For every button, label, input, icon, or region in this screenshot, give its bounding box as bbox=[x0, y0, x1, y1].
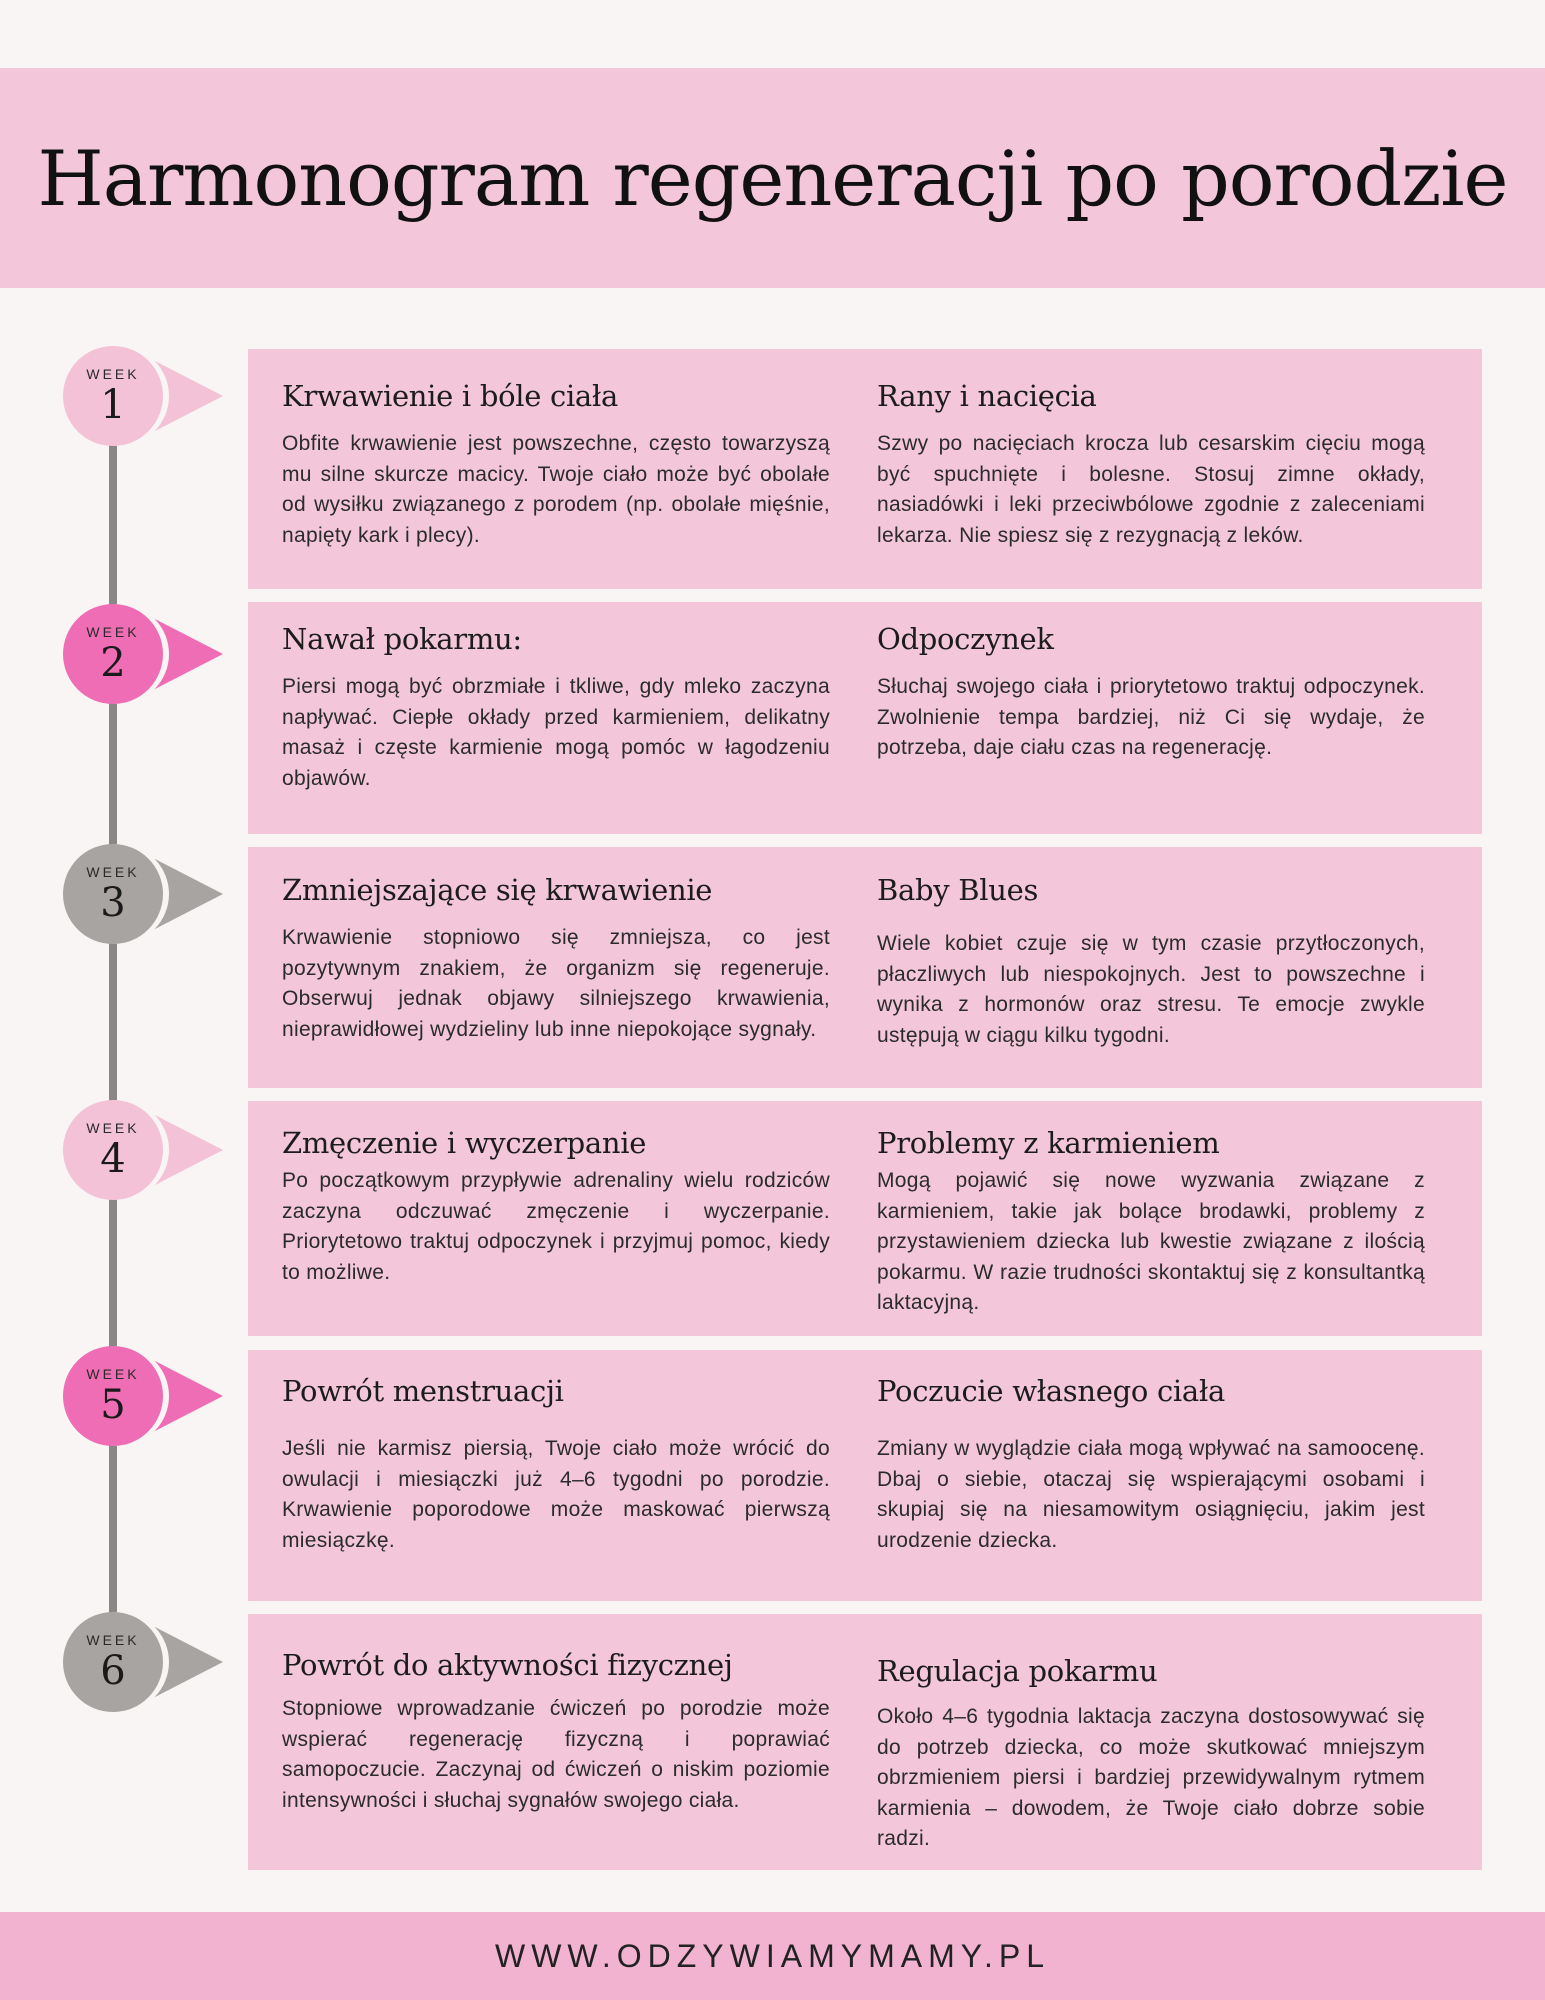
week-label: WEEK bbox=[86, 366, 140, 382]
section-heading: Nawał pokarmu: bbox=[282, 622, 522, 656]
week-number: 2 bbox=[100, 640, 126, 686]
card-left-column bbox=[248, 1614, 830, 1870]
card-left-column bbox=[248, 1101, 830, 1336]
week-card-3 bbox=[248, 847, 1482, 1088]
page-title: Harmonogram regeneracji po porodzie bbox=[37, 133, 1508, 223]
week-marker-4 bbox=[63, 1100, 233, 1200]
section-heading: Krwawienie i bóle ciała bbox=[282, 379, 619, 413]
header-banner bbox=[0, 68, 1545, 288]
footer-banner bbox=[0, 1912, 1545, 2000]
timeline-line bbox=[109, 400, 117, 1670]
card-right-column bbox=[830, 1350, 1425, 1601]
week-number: 3 bbox=[100, 880, 126, 926]
section-heading: Rany i nacięcia bbox=[877, 379, 1097, 413]
website-url: WWW.ODZYWIAMYMAMY.PL bbox=[495, 1937, 1050, 1974]
week-label: WEEK bbox=[86, 1120, 140, 1136]
pointer-triangle bbox=[153, 858, 223, 930]
week-number: 5 bbox=[100, 1382, 126, 1428]
section-text: Krwawienie stopniowo się zmniejsza, co jest pozytywnym znakiem, że organizm się regeneruje. Obserwuj jednak objawy silniejszego krwawienia, nieprawidłowej wydzieliny lub inne niepokojące sygnały. bbox=[282, 926, 830, 1041]
section-text: Wiele kobiet czuje się w tym czasie przytłoczonych, płaczliwych lub niespokojnych. Jest to powszechne i wynika z hormonów oraz stresu. Te emocje zwykle ustępują w ciągu kilku tygodni. bbox=[877, 932, 1425, 1047]
section-text: Mogą pojawić się nowe wyzwania związane z karmieniem, takie jak bolące brodawki, problemy z przystawieniem dziecka lub kwestie związane z ilością pokarmu. W razie trudności skontaktuj się z konsultantką laktacyjną. bbox=[877, 1169, 1425, 1314]
section-heading: Poczucie własnego ciała bbox=[877, 1374, 1225, 1408]
week-label: WEEK bbox=[86, 1632, 140, 1648]
section-heading: Problemy z karmieniem bbox=[877, 1126, 1220, 1160]
pointer-triangle bbox=[153, 1626, 223, 1698]
pointer-triangle bbox=[153, 360, 223, 432]
card-right-column bbox=[830, 602, 1425, 834]
week-label: WEEK bbox=[86, 624, 140, 640]
section-text: Słuchaj swojego ciała i priorytetowo traktuj odpoczynek. Zwolnienie tempa bardziej, niż Ci się wydaje, że potrzeba, daje ciału czas na regenerację. bbox=[877, 675, 1425, 759]
card-right-column bbox=[830, 1101, 1425, 1336]
section-heading: Powrót do aktywności fizycznej bbox=[282, 1648, 733, 1682]
card-left-column bbox=[248, 1350, 830, 1601]
week-marker-6 bbox=[63, 1612, 233, 1712]
week-marker-2 bbox=[63, 604, 233, 704]
week-card-1 bbox=[248, 349, 1482, 589]
week-card-6 bbox=[248, 1614, 1482, 1870]
week-number: 6 bbox=[100, 1648, 126, 1694]
section-heading: Odpoczynek bbox=[877, 622, 1054, 656]
section-heading: Zmniejszające się krwawienie bbox=[282, 873, 713, 907]
card-right-column bbox=[830, 1614, 1425, 1870]
section-text: Piersi mogą być obrzmiałe i tkliwe, gdy mleko zaczyna napływać. Ciepłe okłady przed karmieniem, delikatny masaż i częste karmienie mogą pomóc w łagodzeniu objawów. bbox=[282, 675, 830, 790]
section-text: Po początkowym przypływie adrenaliny wielu rodziców zaczyna odczuwać zmęczenie i wyczerpanie. Priorytetowo traktuj odpoczynek i przyjmuj pomoc, kiedy to możliwe. bbox=[282, 1169, 830, 1284]
section-text: Obfite krwawienie jest powszechne, często towarzyszą mu silne skurcze macicy. Twoje ciało może być obolałe od wysiłku związanego z porodem (np. obolałe mięśnie, napięty kark i plecy). bbox=[282, 432, 830, 547]
card-left-column bbox=[248, 847, 830, 1088]
week-label: WEEK bbox=[86, 864, 140, 880]
section-text: Stopniowe wprowadzanie ćwiczeń po porodzie może wspierać regenerację fizyczną i poprawiać samopoczucie. Zaczynaj od ćwiczeń o niskim poziomie intensywności i słuchaj sygnałów swojego ciała. bbox=[282, 1697, 830, 1812]
pointer-triangle bbox=[153, 618, 223, 690]
card-right-column bbox=[830, 349, 1425, 589]
section-heading: Baby Blues bbox=[877, 873, 1039, 907]
card-left-column bbox=[248, 602, 830, 834]
section-heading: Zmęczenie i wyczerpanie bbox=[282, 1126, 647, 1160]
week-number: 4 bbox=[100, 1136, 126, 1182]
pointer-triangle bbox=[153, 1114, 223, 1186]
section-text: Jeśli nie karmisz piersią, Twoje ciało może wrócić do owulacji i miesiączki już 4–6 tygodni po porodzie. Krwawienie poporodowe może maskować pierwszą miesiączkę. bbox=[282, 1437, 830, 1552]
section-heading: Powrót menstruacji bbox=[282, 1374, 564, 1408]
section-text: Około 4–6 tygodnia laktacja zaczyna dostosowywać się do potrzeb dziecka, co może skutkować mniejszym obrzmieniem piersi i bardziej przewidywalnym rytmem karmienia – dowodem, że Twoje ciało dobrze sobie radzi. bbox=[877, 1705, 1425, 1850]
week-card-4 bbox=[248, 1101, 1482, 1336]
section-text: Zmiany w wyglądzie ciała mogą wpływać na samoocenę. Dbaj o siebie, otaczaj się wspierającymi osobami i skupiaj się na niesamowitym osiągnięciu, jakim jest urodzenie dziecka. bbox=[877, 1437, 1425, 1552]
card-left-column bbox=[248, 349, 830, 589]
week-marker-5 bbox=[63, 1346, 233, 1446]
week-card-5 bbox=[248, 1350, 1482, 1601]
pointer-triangle bbox=[153, 1360, 223, 1432]
section-heading: Regulacja pokarmu bbox=[877, 1654, 1158, 1688]
week-marker-1 bbox=[63, 346, 233, 446]
card-right-column bbox=[830, 847, 1425, 1088]
section-text: Szwy po nacięciach krocza lub cesarskim cięciu mogą być spuchnięte i bolesne. Stosuj zimne okłady, nasiadówki i leki przeciwbólowe zgodnie z zaleceniami lekarza. Nie spiesz się z rezygnacją z leków. bbox=[877, 432, 1425, 547]
week-marker-3 bbox=[63, 844, 233, 944]
week-number: 1 bbox=[100, 382, 126, 428]
week-card-2 bbox=[248, 602, 1482, 834]
week-label: WEEK bbox=[86, 1366, 140, 1382]
